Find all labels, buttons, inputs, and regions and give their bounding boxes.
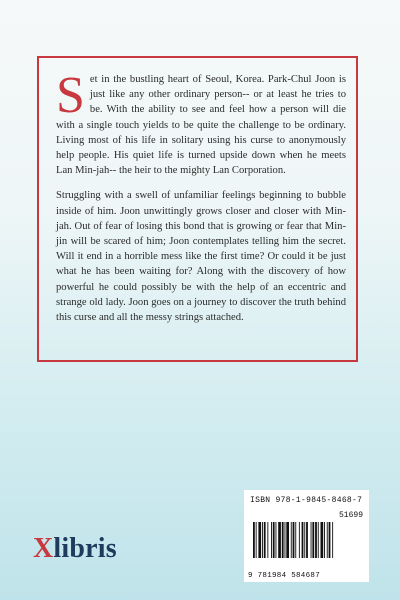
blurb-frame [37,56,358,362]
isbn-text: ISBN 978-1-9845-8468-7 [250,496,363,505]
publisher-logo-text: libris [53,533,117,564]
barcode-icon [250,522,363,568]
publisher-logo [33,533,117,565]
price-code: 51699 [338,511,363,520]
blurb-paragraph-2: Struggling with a swell of unfamiliar feelings beginning to bubble inside of him. Joon unwittingly grows closer and closer with Min-jah. Out of fear of losing this bond that is growing or fear that Min-jin will be scared of him; Joon contemplates telling him the secret. Will it end in a horrible mess like the first time? Or could it be just what he has been waiting for? Along with the discovery of how powerful he could possibly be with the help of an eccentric and strange old lady. Joon goes on a journey to discover the truth behind this curse and all the messy strings attached. [56,190,346,324]
barcode-number: 9 781984 584687 [248,572,321,580]
blurb-paragraph-1 [56,67,346,178]
drop-cap: S [56,67,85,124]
blurb-paragraph-1-text: et in the bustling heart of Seoul, Korea. Park-Chul Joon is just like any other ordinary person-- or at least he tries to be. With the ability to see and feel how a person will die with a single touch yields to be quite the challenge to be ordinary. Living most of his life in solitary using his curse to anonymously help people. His quiet life is turned upside down when he meets Lan Min-jah-- the heir to the mighty Lan Corporation. [56,74,346,177]
publisher-logo-x: X [33,533,54,564]
barcode-box [244,490,369,582]
